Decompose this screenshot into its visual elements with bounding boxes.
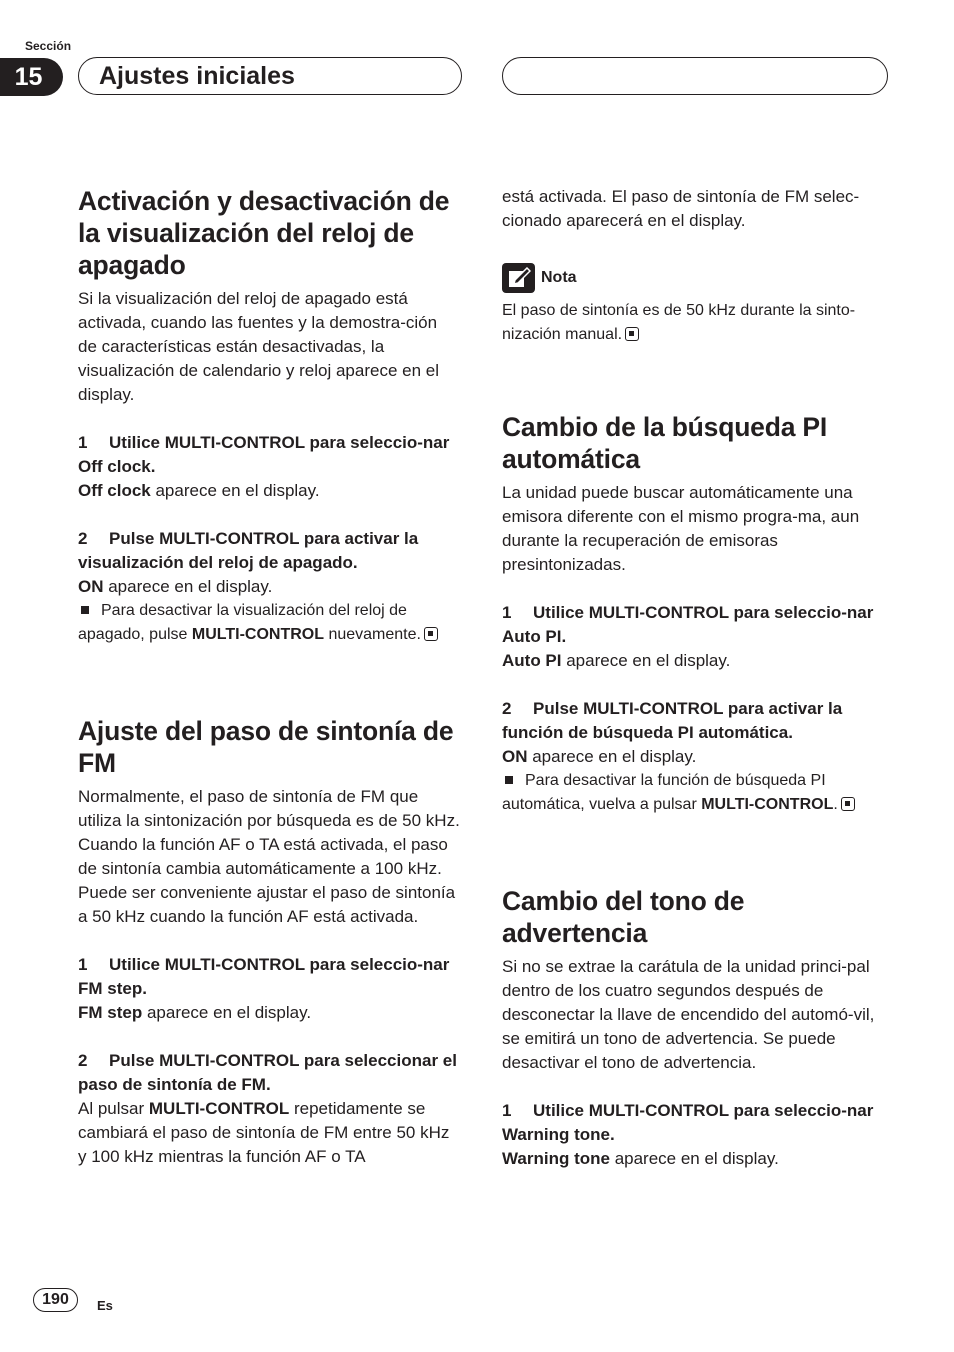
- step-result: Auto PI aparece en el display.: [502, 651, 731, 670]
- header-empty-box: [502, 57, 888, 95]
- note-header: [502, 263, 890, 293]
- step-result: ON aparece en el display.: [78, 577, 273, 596]
- bullet-note: Para desactivar la función de búsqueda PI automática, vuelva a pulsar MULTI-CONTROL.: [502, 769, 890, 817]
- section-label: Sección: [25, 39, 72, 53]
- chapter-title-box: [78, 57, 462, 95]
- page-number: 190: [33, 1288, 78, 1312]
- chapter-title: Ajustes iniciales: [99, 62, 295, 90]
- paragraph: Normalmente, el paso de sintonía de FM que utiliza la sintonización por búsqueda es de 50 kHz. Cuando la función AF o TA está activada, el paso de sintonía cambia automáticamente a 100 kHz. Puede ser conveniente ajustar el paso de sintonía a 50 kHz cuando la función AF está activada.: [78, 787, 460, 926]
- step-2: 2 Pulse MULTI-CONTROL para activar la visualización del reloj de apagado.: [78, 529, 419, 572]
- note-label: Nota: [541, 269, 577, 286]
- paragraph: está activada. El paso de sintonía de FM selec-cionado aparecerá en el display.: [502, 187, 860, 230]
- step-2: 2 Pulse MULTI-CONTROL para seleccionar el paso de sintonía de FM.: [78, 1051, 457, 1094]
- heading-fm-step: Ajuste del paso de sintonía de FM: [78, 716, 454, 778]
- right-column: [502, 185, 890, 1171]
- note-text: El paso de sintonía es de 50 kHz durante la sinto-nización manual.: [502, 302, 856, 343]
- language-code: Es: [97, 1298, 113, 1313]
- pencil-note-icon: [502, 263, 535, 293]
- paragraph: Si no se extrae la carátula de la unidad princi-pal dentro de los cuatro segundos después de desconectar la llave de encendido del automó-vil, se emitirá un tono de advertencia. Se puede desactivar el tono de advertencia.: [502, 957, 875, 1072]
- step-1: 1 Utilice MULTI-CONTROL para seleccio-nar Off clock.: [78, 433, 450, 476]
- bullet-icon: [81, 606, 89, 614]
- step-result: ON aparece en el display.: [502, 747, 697, 766]
- step-result: FM step aparece en el display.: [78, 1003, 312, 1022]
- step-1: 1 Utilice MULTI-CONTROL para seleccio-nar Auto PI.: [502, 603, 874, 646]
- left-column: [78, 185, 460, 1169]
- section-number-badge: 15: [0, 58, 63, 96]
- step-result: Warning tone aparece en el display.: [502, 1149, 779, 1168]
- heading-auto-pi: Cambio de la búsqueda PI automática: [502, 412, 828, 474]
- bullet-note: Para desactivar la visualización del reloj de apagado, pulse MULTI-CONTROL nuevamente.: [78, 599, 460, 647]
- step-1: 1 Utilice MULTI-CONTROL para seleccio-nar FM step.: [78, 955, 450, 998]
- paragraph: Si la visualización del reloj de apagado está activada, cuando las fuentes y la demostra-ción de características están desactivadas, la visualización de calendario y reloj aparece en el display.: [78, 289, 439, 404]
- step-2: 2 Pulse MULTI-CONTROL para activar la función de búsqueda PI automática.: [502, 699, 843, 742]
- heading-warning-tone: Cambio del tono de advertencia: [502, 886, 745, 948]
- paragraph: La unidad puede buscar automáticamente una emisora diferente con el mismo progra-ma, aun durante la recuperación de emisoras presintonizadas.: [502, 483, 860, 574]
- end-mark-icon: [841, 797, 855, 811]
- heading-off-clock: Activación y desactivación de la visualización del reloj de apagado: [78, 186, 450, 280]
- step-1: 1 Utilice MULTI-CONTROL para seleccio-nar Warning tone.: [502, 1101, 874, 1144]
- bullet-icon: [505, 776, 513, 784]
- end-mark-icon: [424, 627, 438, 641]
- step-result: Off clock aparece en el display.: [78, 481, 320, 500]
- end-mark-icon: [625, 327, 639, 341]
- step-result: Al pulsar MULTI-CONTROL repetidamente se cambiará el paso de sintonía de FM entre 50 kHz y 100 kHz mientras la función AF o TA: [78, 1099, 450, 1166]
